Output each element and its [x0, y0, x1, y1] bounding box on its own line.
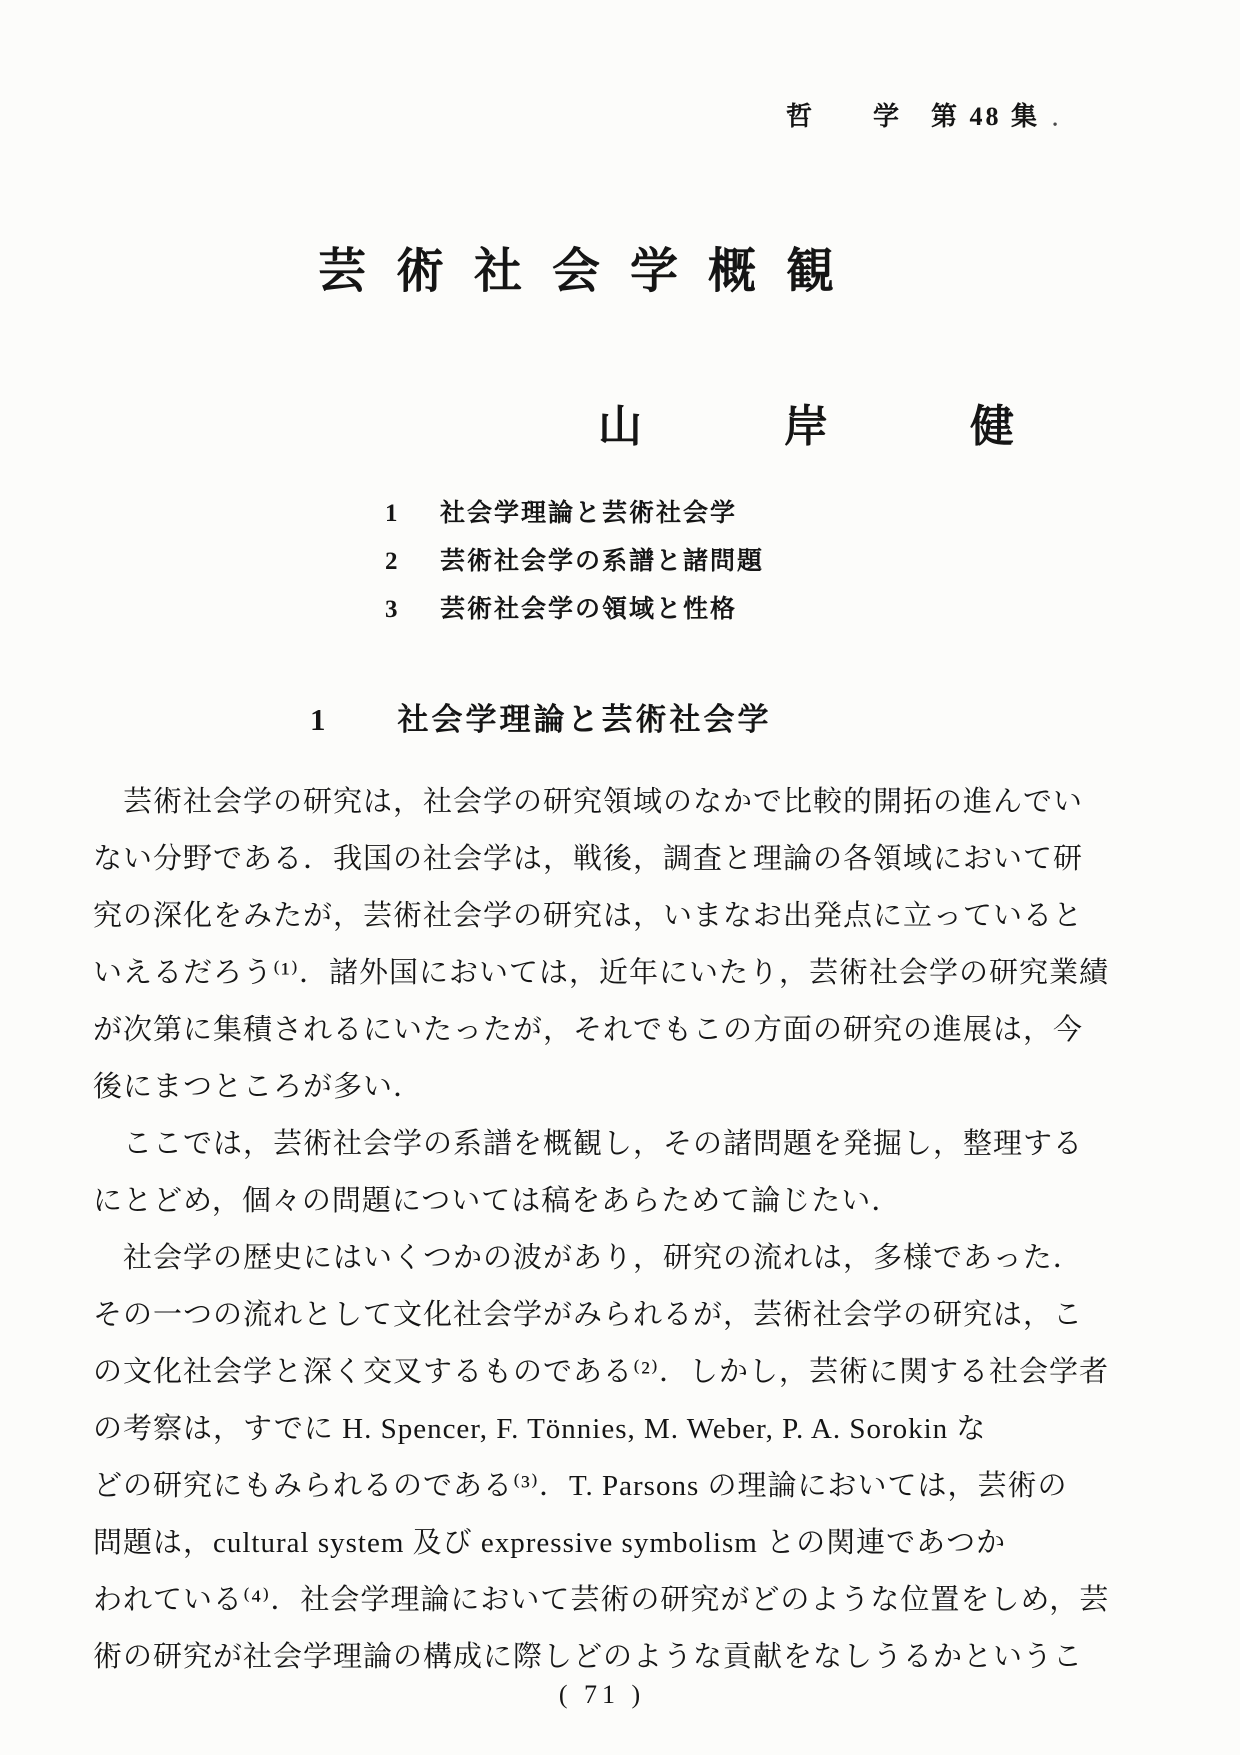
body-line: 社会学の歴史にはいくつかの波があり，研究の流れは，多様であった．	[93, 1242, 1083, 1274]
body-line: が次第に集積されるにいたったが，それでもこの方面の研究の進展は，今	[93, 1014, 1084, 1046]
journal-volume-label: 哲 学 第 48 集	[786, 102, 1041, 131]
body-line: その一つの流れとして文化社会学がみられるが，芸術社会学の研究は，こ	[93, 1299, 1084, 1331]
body-line: 問題は，cultural system 及び expressive symbolism との関連であつか	[93, 1527, 1007, 1559]
body-line: われている⁽⁴⁾．社会学理論において芸術の研究がどのような位置をしめ，芸	[93, 1584, 1110, 1616]
toc-item-label: 社会学理論と芸術社会学	[440, 500, 738, 527]
body-line: 後にまつところが多い．	[93, 1071, 424, 1103]
body-line: にとどめ，個々の問題については稿をあらためて論じたい．	[93, 1185, 902, 1217]
author-name: 山岸健	[598, 402, 1156, 451]
journal-header	[786, 96, 1075, 133]
body-line: ここでは，芸術社会学の系譜を概観し，その諸問題を発掘し，整理する	[93, 1128, 1084, 1160]
table-of-contents	[385, 490, 764, 634]
body-line: 究の深化をみたが，芸術社会学の研究は，いまなお出発点に立っていると	[93, 900, 1084, 932]
page-number: ( 71 )	[558, 1680, 646, 1709]
body-line: の文化社会学と深く交叉するものである⁽²⁾．しかし，芸術に関する社会学者	[93, 1356, 1109, 1388]
body-line: の考察は，すでに H. Spencer, F. Tönnies, M. Weber, P. A. Sorokin な	[93, 1413, 987, 1445]
article-title: 芸術社会学概観	[318, 245, 865, 298]
scan-dot: ．	[1052, 108, 1076, 130]
toc-item-label: 芸術社会学の領域と性格	[440, 596, 738, 623]
section-heading	[310, 694, 772, 739]
toc-item-number: 2	[385, 548, 398, 575]
toc-item-number: 3	[385, 596, 398, 623]
body-line: 芸術社会学の研究は，社会学の研究領域のなかで比較的開拓の進んでい	[93, 786, 1084, 818]
body-line: いえるだろう⁽¹⁾．諸外国においては，近年にいたり，芸術社会学の研究業績	[93, 957, 1109, 989]
toc-item	[385, 490, 764, 538]
section-number: 1	[310, 702, 326, 737]
toc-item	[385, 586, 764, 634]
article-body	[93, 774, 1168, 1686]
toc-item-label: 芸術社会学の系譜と諸問題	[440, 548, 765, 575]
body-line: ない分野である．我国の社会学は，戦後，調査と理論の各領域において研	[93, 843, 1084, 875]
toc-item-number: 1	[385, 500, 398, 527]
body-line: 術の研究が社会学理論の構成に際しどのような貢献をなしうるかというこ	[93, 1641, 1084, 1673]
section-title: 社会学理論と芸術社会学	[397, 702, 772, 737]
body-line: どの研究にもみられるのである⁽³⁾．T. Parsons の理論においては，芸術の	[93, 1470, 1068, 1502]
toc-item	[385, 538, 764, 586]
